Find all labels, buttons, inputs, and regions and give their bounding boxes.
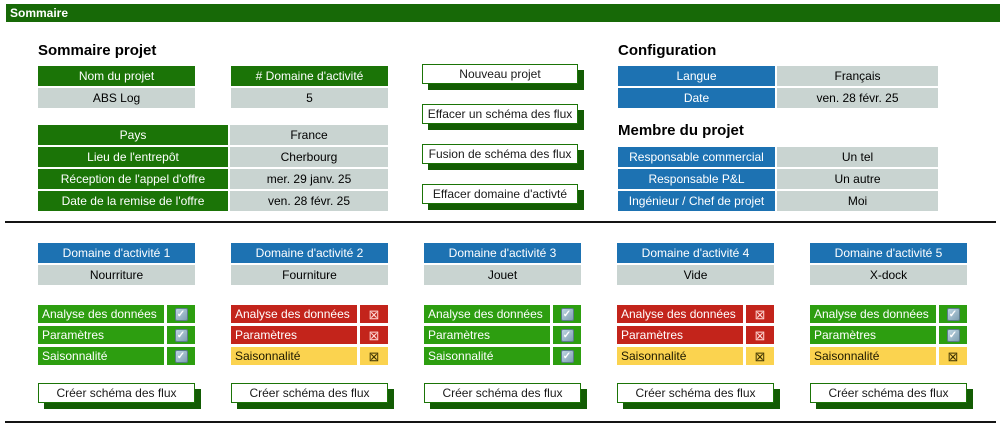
- date-label: Date: [618, 88, 775, 108]
- status-row-label: Saisonnalité: [810, 347, 936, 365]
- status-checkbox-cell: [939, 326, 967, 344]
- create-flow-diagram-button[interactable]: Créer schéma des flux: [424, 383, 581, 403]
- status-checkbox-icon: ✓: [561, 308, 574, 321]
- status-checkbox-cell: [360, 347, 388, 365]
- status-checkbox-icon: ✓: [561, 350, 574, 363]
- status-checkbox-icon: ✓: [561, 329, 574, 342]
- project-members-heading: Membre du projet: [618, 122, 744, 139]
- status-checkbox-cell: [939, 347, 967, 365]
- new-project-button[interactable]: Nouveau projet: [422, 64, 578, 84]
- sales-manager-label: Responsable commercial: [618, 147, 775, 167]
- domain-count-value[interactable]: 5: [231, 88, 388, 108]
- status-checkbox-icon: ⊠: [368, 348, 380, 364]
- status-checkbox-cell: [167, 347, 195, 365]
- status-row-label: Analyse des données: [424, 305, 550, 323]
- date-value[interactable]: ven. 28 févr. 25: [777, 88, 938, 108]
- status-row-label: Saisonnalité: [617, 347, 743, 365]
- status-row: [38, 326, 195, 344]
- delete-domain-button[interactable]: Effacer domaine d'activté: [422, 184, 578, 204]
- domain-card-header: Domaine d'activité 1: [38, 243, 195, 263]
- domain-name-value[interactable]: Fourniture: [231, 265, 388, 285]
- status-checkbox-icon: ⊠: [754, 306, 766, 322]
- project-summary-heading: Sommaire projet: [38, 42, 157, 59]
- status-row-label: Paramètres: [38, 326, 164, 344]
- bottom-divider: [5, 421, 996, 423]
- pl-manager-label: Responsable P&L: [618, 169, 775, 189]
- sheet-title-bar: Sommaire: [6, 4, 1000, 22]
- status-checkbox-icon: ✓: [175, 308, 188, 321]
- project-name-value[interactable]: ABS Log: [38, 88, 195, 108]
- project-name-label: Nom du projet: [38, 66, 195, 86]
- status-checkbox-icon: ✓: [947, 329, 960, 342]
- status-row-label: Paramètres: [424, 326, 550, 344]
- language-value[interactable]: Français: [777, 66, 938, 86]
- section-divider: [5, 221, 996, 223]
- status-checkbox-cell: [939, 305, 967, 323]
- status-checkbox-cell: [746, 347, 774, 365]
- status-row-label: Saisonnalité: [38, 347, 164, 365]
- offer-due-value[interactable]: ven. 28 févr. 25: [230, 191, 388, 211]
- status-checkbox-icon: ✓: [947, 308, 960, 321]
- rfp-received-label: Réception de l'appel d'offre: [38, 169, 228, 189]
- status-checkbox-cell: [746, 305, 774, 323]
- status-row: [231, 305, 388, 323]
- create-flow-diagram-button[interactable]: Créer schéma des flux: [617, 383, 774, 403]
- offer-due-label: Date de la remise de l'offre: [38, 191, 228, 211]
- status-row: [424, 326, 581, 344]
- status-row-label: Paramètres: [810, 326, 936, 344]
- create-flow-diagram-button[interactable]: Créer schéma des flux: [38, 383, 195, 403]
- status-row: [231, 347, 388, 365]
- rfp-received-value[interactable]: mer. 29 janv. 25: [230, 169, 388, 189]
- status-checkbox-icon: ⊠: [368, 327, 380, 343]
- status-row: [810, 347, 967, 365]
- domain-name-value[interactable]: X-dock: [810, 265, 967, 285]
- status-checkbox-cell: [360, 305, 388, 323]
- status-checkbox-cell: [553, 347, 581, 365]
- domain-card-header: Domaine d'activité 4: [617, 243, 774, 263]
- country-value[interactable]: France: [230, 125, 388, 145]
- status-checkbox-icon: ✓: [175, 329, 188, 342]
- merge-flow-diagram-button[interactable]: Fusion de schéma des flux: [422, 144, 578, 164]
- status-checkbox-cell: [553, 326, 581, 344]
- status-row: [617, 326, 774, 344]
- create-flow-diagram-button[interactable]: Créer schéma des flux: [810, 383, 967, 403]
- status-checkbox-cell: [746, 326, 774, 344]
- status-row-label: Analyse des données: [231, 305, 357, 323]
- configuration-heading: Configuration: [618, 42, 717, 59]
- status-row: [617, 347, 774, 365]
- status-row-label: Analyse des données: [38, 305, 164, 323]
- status-row-label: Saisonnalité: [424, 347, 550, 365]
- pl-manager-value[interactable]: Un autre: [777, 169, 938, 189]
- warehouse-value[interactable]: Cherbourg: [230, 147, 388, 167]
- country-label: Pays: [38, 125, 228, 145]
- project-engineer-label: Ingénieur / Chef de projet: [618, 191, 775, 211]
- status-checkbox-cell: [553, 305, 581, 323]
- status-row-label: Saisonnalité: [231, 347, 357, 365]
- sales-manager-value[interactable]: Un tel: [777, 147, 938, 167]
- status-checkbox-cell: [167, 305, 195, 323]
- domain-card-header: Domaine d'activité 2: [231, 243, 388, 263]
- status-checkbox-icon: ⊠: [754, 348, 766, 364]
- status-row: [617, 305, 774, 323]
- status-row-label: Analyse des données: [810, 305, 936, 323]
- status-row: [38, 305, 195, 323]
- status-row: [231, 326, 388, 344]
- create-flow-diagram-button[interactable]: Créer schéma des flux: [231, 383, 388, 403]
- language-label: Langue: [618, 66, 775, 86]
- domain-name-value[interactable]: Vide: [617, 265, 774, 285]
- domain-name-value[interactable]: Nourriture: [38, 265, 195, 285]
- domain-count-label: # Domaine d'activité: [231, 66, 388, 86]
- status-row: [810, 305, 967, 323]
- status-checkbox-cell: [167, 326, 195, 344]
- status-row-label: Paramètres: [617, 326, 743, 344]
- status-checkbox-icon: ✓: [175, 350, 188, 363]
- status-checkbox-icon: ⊠: [368, 306, 380, 322]
- status-row: [424, 305, 581, 323]
- status-row: [810, 326, 967, 344]
- domain-card-header: Domaine d'activité 3: [424, 243, 581, 263]
- status-checkbox-cell: [360, 326, 388, 344]
- status-row: [424, 347, 581, 365]
- status-checkbox-icon: ⊠: [754, 327, 766, 343]
- status-row-label: Analyse des données: [617, 305, 743, 323]
- delete-flow-diagram-button[interactable]: Effacer un schéma des flux: [422, 104, 578, 124]
- status-row: [38, 347, 195, 365]
- project-engineer-value[interactable]: Moi: [777, 191, 938, 211]
- domain-card-header: Domaine d'activité 5: [810, 243, 967, 263]
- domain-name-value[interactable]: Jouet: [424, 265, 581, 285]
- status-row-label: Paramètres: [231, 326, 357, 344]
- warehouse-label: Lieu de l'entrepôt: [38, 147, 228, 167]
- status-checkbox-icon: ⊠: [947, 348, 959, 364]
